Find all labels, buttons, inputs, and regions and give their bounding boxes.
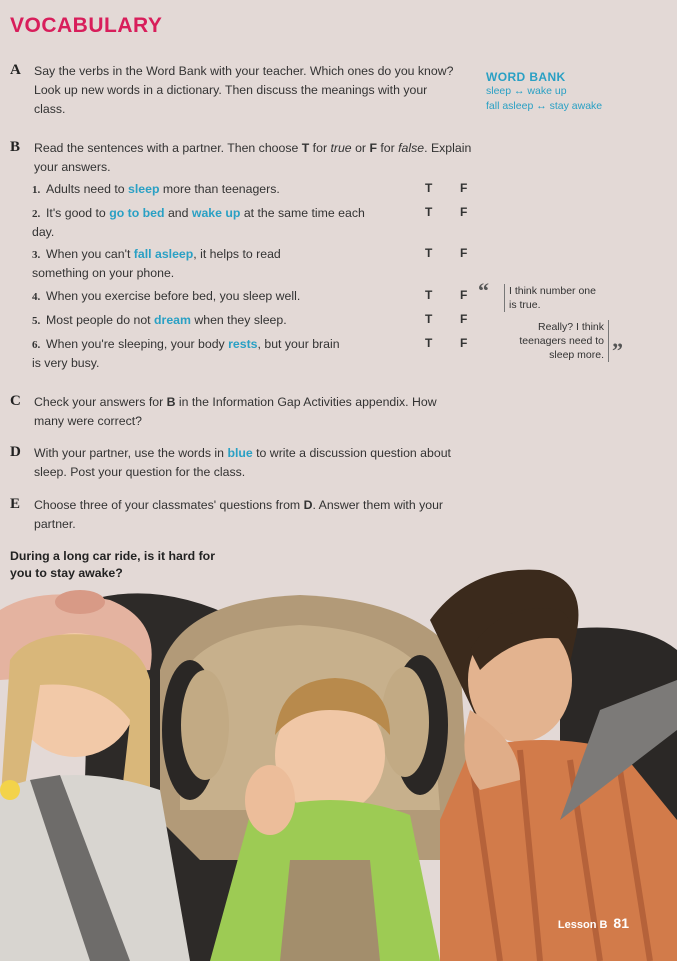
section-b-text: [34, 139, 474, 177]
list-item: [32, 287, 362, 306]
false-option[interactable]: F: [460, 246, 468, 260]
section-d-blue: blue: [227, 446, 253, 460]
item-text: at the same time each day.: [32, 206, 365, 239]
item-number: 1.: [32, 184, 41, 196]
section-d-text-pre: With your partner, use the words in: [34, 446, 228, 460]
kids-sleeping-photo: [0, 560, 677, 961]
item-text: more than teenagers.: [159, 182, 280, 196]
true-option[interactable]: T: [425, 336, 433, 350]
item-number: 5.: [32, 315, 41, 327]
item-text: When you exercise before bed, you sleep well.: [46, 289, 301, 303]
open-quote-icon: “: [478, 278, 489, 303]
photo-caption: [10, 548, 215, 582]
caption-line-2: you to stay awake?: [10, 566, 123, 580]
true-option[interactable]: T: [425, 288, 433, 302]
list-item: [32, 335, 347, 372]
list-item: [32, 180, 362, 199]
page-number: 81: [613, 915, 629, 931]
section-c-text-pre: Check your answers for: [34, 395, 167, 409]
item-keyword: fall asleep: [133, 247, 194, 261]
section-b-text-pre: Read the sentences with a partner. Then choose: [34, 141, 302, 155]
item-text: Most people do not: [46, 313, 155, 327]
item-text: Adults need to: [46, 182, 129, 196]
section-b-text-mid3: for: [376, 141, 399, 155]
item-number: 4.: [32, 291, 41, 303]
word-bank-line-2: fall asleep ↔ stay awake: [486, 100, 603, 112]
item-number: 6.: [32, 339, 41, 351]
false-option[interactable]: F: [460, 288, 468, 302]
section-c-text-post: in the Information Gap Activities appendix. How many were correct?: [34, 395, 437, 428]
section-c-letter: C: [10, 393, 21, 409]
speech-bubble-2-text: Really? I think teenagers need to sleep more.: [500, 320, 609, 362]
item-text: When you're sleeping, your body: [46, 337, 229, 351]
section-b-text-mid2: or: [351, 141, 370, 155]
caption-line-1: During a long car ride, is it hard for: [10, 549, 215, 563]
word-bank-title: WORD BANK: [486, 70, 566, 84]
item-text: , but your brain is very busy.: [32, 337, 340, 370]
true-option[interactable]: T: [425, 181, 433, 195]
list-item: [32, 245, 332, 282]
true-option[interactable]: T: [425, 205, 433, 219]
list-item: [32, 311, 362, 330]
section-b-letter: B: [10, 139, 21, 155]
section-b-text-post: . Explain your answers.: [34, 141, 472, 174]
speech-bubble-1-text: I think number one is true.: [504, 284, 599, 312]
item-text: When you can't: [46, 247, 134, 261]
section-b-true: true: [330, 141, 352, 155]
page-title: VOCABULARY: [10, 14, 163, 37]
section-e-letter: E: [10, 496, 21, 512]
section-e-text-pre: Choose three of your classmates' questions from: [34, 498, 304, 512]
section-b-text-mid1: for: [309, 141, 331, 155]
page-footer: [558, 915, 629, 931]
section-e-ref: D: [303, 498, 313, 512]
section-a-letter: A: [10, 62, 21, 78]
item-number: 3.: [32, 249, 41, 261]
section-e-text: [34, 496, 464, 534]
item-keyword: dream: [154, 313, 191, 327]
item-keyword: sleep: [128, 182, 160, 196]
item-keyword: wake up: [191, 206, 241, 220]
section-e-text-post: . Answer them with your partner.: [34, 498, 444, 531]
item-text: when they sleep.: [190, 313, 287, 327]
section-a-text: Say the verbs in the Word Bank with your teacher. Which ones do you know? Look up new words in a dictionary. Then discuss the meanings with your class.: [34, 64, 454, 116]
item-text: and: [164, 206, 192, 220]
false-option[interactable]: F: [460, 181, 468, 195]
section-c-ref: B: [166, 395, 176, 409]
close-quote-icon: ”: [612, 338, 623, 363]
item-text: , it helps to read something on your phone.: [32, 247, 281, 280]
section-b-false: false: [398, 141, 425, 155]
word-bank: [486, 70, 602, 114]
section-b-t: T: [301, 141, 310, 155]
section-b-f: F: [369, 141, 377, 155]
true-option[interactable]: T: [425, 312, 433, 326]
item-text: It's good to: [46, 206, 110, 220]
word-bank-line-1: sleep ↔ wake up: [486, 85, 567, 97]
true-option[interactable]: T: [425, 246, 433, 260]
item-keyword: go to bed: [109, 206, 165, 220]
item-number: 2.: [32, 208, 41, 220]
section-d-text: [34, 444, 464, 482]
false-option[interactable]: F: [460, 336, 468, 350]
section-d-letter: D: [10, 444, 21, 460]
list-item: [32, 204, 372, 241]
item-keyword: rests: [228, 337, 258, 351]
false-option[interactable]: F: [460, 205, 468, 219]
section-d-text-post: to write a discussion question about sleep. Post your question for the class.: [34, 446, 451, 479]
false-option[interactable]: F: [460, 312, 468, 326]
section-c-text: [34, 393, 464, 431]
lesson-label: Lesson B: [557, 919, 608, 931]
